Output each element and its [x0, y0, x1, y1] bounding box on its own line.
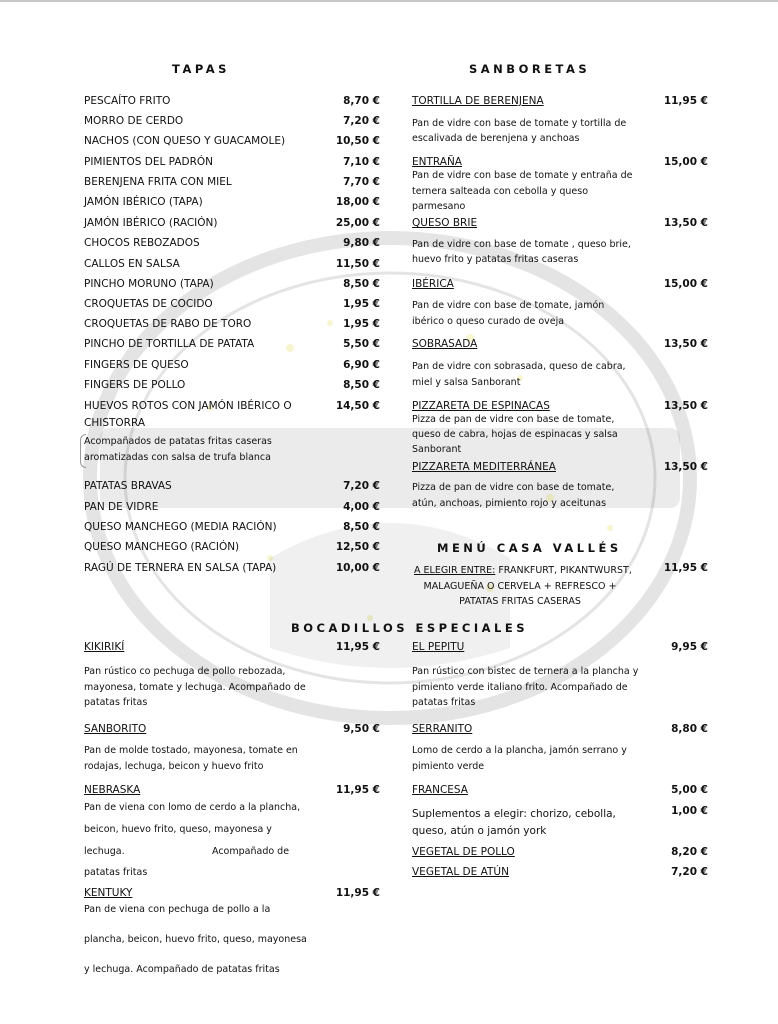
- sanboreta-name: TORTILLA DE BERENJENA: [412, 95, 544, 107]
- tapas-price: 9,80 €: [343, 237, 380, 249]
- bocadillo-price: 11,95 €: [335, 641, 380, 653]
- sanboreta-desc: parmesano: [412, 201, 466, 212]
- sanboreta-desc: Pan de vidre con base de tomate, jamón: [412, 300, 605, 311]
- tapas-price: 1,95 €: [343, 318, 380, 330]
- menu-casa-line: PATATAS FRITAS CASERAS: [459, 596, 581, 607]
- sanboreta-desc: atún, anchoas, pimiento rojo y aceitunas: [412, 498, 607, 509]
- tapas-price: 25,00 €: [335, 217, 380, 229]
- sanboreta-desc: ternera salteada con cebolla y queso: [412, 186, 589, 197]
- sanboreta-price: 13,50 €: [663, 400, 708, 412]
- bocadillo-price: 8,80 €: [671, 723, 708, 735]
- menu-casa-line: MALAGUEÑA O CERVELA + REFRESCO +: [423, 581, 617, 592]
- tapas-price: 1,95 €: [343, 298, 380, 310]
- bocadillo-desc: Pan de molde tostado, mayonesa, tomate en: [84, 745, 298, 756]
- tapas-price: 8,50 €: [343, 379, 380, 391]
- tapas-price: 7,20 €: [343, 115, 380, 127]
- bocadillo-price: 9,95 €: [671, 641, 708, 653]
- tapas-price: 7,20 €: [343, 480, 380, 492]
- tapas-item: RAGÚ DE TERNERA EN SALSA (TAPA): [84, 562, 277, 574]
- bocadillo-price: 7,20 €: [671, 866, 708, 878]
- bocadillo-price: 11,95 €: [335, 784, 380, 796]
- bocadillo-name: EL PEPITU: [412, 641, 465, 653]
- suplementos-text: Suplementos a elegir: chorizo, cebolla,: [412, 808, 616, 820]
- tapas-item: CALLOS EN SALSA: [84, 258, 180, 270]
- tapas-item: MORRO DE CERDO: [84, 115, 184, 127]
- bocadillo-desc: patatas fritas: [84, 697, 148, 708]
- tapas-item: PESCAÍTO FRITO: [84, 95, 171, 107]
- bocadillo-price: 11,95 €: [335, 887, 380, 899]
- bocadillo-desc: patatas fritas: [412, 697, 476, 708]
- tapas-item: JAMÓN IBÉRICO (RACIÓN): [84, 217, 218, 229]
- bocadillo-desc: patatas fritas: [84, 867, 148, 878]
- tapas-price: 6,90 €: [343, 359, 380, 371]
- suplementos-price: 1,00 €: [671, 805, 708, 817]
- bocadillo-name: VEGETAL DE ATÚN: [412, 866, 509, 878]
- sanboreta-price: 15,00 €: [663, 278, 708, 290]
- tapas-price: 18,00 €: [335, 196, 380, 208]
- sanboreta-price: 13,50 €: [663, 338, 708, 350]
- tapas-item: PINCHO MORUNO (TAPA): [84, 278, 214, 290]
- sanboreta-desc: Pan de vidre con base de tomate , queso brie,: [412, 239, 631, 250]
- tapas-item-continued: CHISTORRA: [84, 417, 146, 429]
- tapas-item: PINCHO DE TORTILLA DE PATATA: [84, 338, 255, 350]
- bocadillo-name: KENTUKY: [84, 887, 133, 899]
- tapas-item: FINGERS DE QUESO: [84, 359, 189, 371]
- tapas-price: 10,50 €: [335, 135, 380, 147]
- menu-casa-line: [414, 563, 632, 579]
- tapas-item: QUESO MANCHEGO (MEDIA RACIÓN): [84, 521, 277, 533]
- bocadillo-desc: y lechuga. Acompañado de patatas fritas: [84, 964, 280, 975]
- sanboreta-desc: escalivada de berenjena y anchoas: [412, 133, 580, 144]
- tapas-item: HUEVOS ROTOS CON JAMÓN IBÉRICO O: [84, 400, 292, 412]
- menu-casa-price: 11,95 €: [663, 562, 708, 574]
- tapas-price: 11,50 €: [335, 258, 380, 270]
- sanboreta-desc: miel y salsa Sanborant: [412, 377, 521, 388]
- tapas-item: NACHOS (CON QUESO Y GUACAMOLE): [84, 135, 286, 147]
- sanboreta-desc: Pan de vidre con base de tomate y tortilla de: [412, 118, 627, 129]
- sanboreta-desc: Sanborant: [412, 444, 462, 455]
- sanboreta-name: PIZZARETA MEDITERRÁNEA: [412, 461, 556, 473]
- sanboreta-desc: Pan de vidre con sobrasada, queso de cabra,: [412, 361, 626, 372]
- tapas-item: JAMÓN IBÉRICO (TAPA): [84, 196, 203, 208]
- bocadillo-name: FRANCESA: [412, 784, 468, 796]
- tapas-price: 12,50 €: [335, 541, 380, 553]
- sanboreta-desc: Pizza de pan de vidre con base de tomate,: [412, 482, 615, 493]
- tapas-item: QUESO MANCHEGO (RACIÓN): [84, 541, 240, 553]
- sanboreta-name: PIZZARETA DE ESPINACAS: [412, 400, 550, 412]
- top-border: [0, 0, 778, 2]
- tapas-item: PAN DE VIDRE: [84, 501, 159, 513]
- tapas-item: CHOCOS REBOZADOS: [84, 237, 200, 249]
- bocadillo-name: VEGETAL DE POLLO: [412, 846, 515, 858]
- sanboreta-price: 11,95 €: [663, 95, 708, 107]
- sanboreta-name: QUESO BRIE: [412, 217, 478, 229]
- tapas-price: 8,50 €: [343, 521, 380, 533]
- menu-casa-heading: MENÚ CASA VALLÉS: [437, 541, 622, 555]
- bocadillo-desc: Pan de viena con pechuga de pollo a la: [84, 904, 271, 915]
- sanboretas-heading: SANBORETAS: [469, 62, 591, 76]
- tapas-price: 8,50 €: [343, 278, 380, 290]
- tapas-item: FINGERS DE POLLO: [84, 379, 186, 391]
- tapas-note: aromatizadas con salsa de trufa blanca: [84, 452, 271, 463]
- bocadillo-price: 9,50 €: [343, 723, 380, 735]
- bocadillo-desc: rodajas, lechuga, beicon y huevo frito: [84, 761, 264, 772]
- bocadillo-desc: mayonesa, tomate y lechuga. Acompañado de: [84, 682, 306, 693]
- sanboreta-price: 15,00 €: [663, 156, 708, 168]
- sanboreta-desc: huevo frito y patatas fritas caseras: [412, 254, 579, 265]
- bocadillo-desc: Pan rústico con bistec de ternera a la plancha y: [412, 666, 639, 677]
- tapas-price: 4,00 €: [343, 501, 380, 513]
- bocadillo-name: KIKIRIKÍ: [84, 641, 125, 653]
- menu-casa-label: A ELEGIR ENTRE:: [414, 565, 496, 576]
- tapas-note: Acompañados de patatas fritas caseras: [84, 436, 272, 447]
- tapas-price: 5,50 €: [343, 338, 380, 350]
- bocadillo-desc: Pan rústico co pechuga de pollo rebozada,: [84, 666, 286, 677]
- tapas-item: PIMIENTOS DEL PADRÓN: [84, 156, 214, 168]
- sanboreta-name: SOBRASADA: [412, 338, 478, 350]
- tapas-price: 10,00 €: [335, 562, 380, 574]
- tapas-item: CROQUETAS DE COCIDO: [84, 298, 213, 310]
- tapas-item: PATATAS BRAVAS: [84, 480, 172, 492]
- tapas-item: CROQUETAS DE RABO DE TORO: [84, 318, 252, 330]
- tapas-price: 8,70 €: [343, 95, 380, 107]
- sanboreta-price: 13,50 €: [663, 217, 708, 229]
- bocadillo-desc: Acompañado de: [212, 846, 290, 857]
- bocadillo-price: 8,20 €: [671, 846, 708, 858]
- menu-casa-option: FRANKFURT, PIKANTWURST,: [495, 565, 632, 576]
- bocadillo-desc: lechuga.: [84, 846, 125, 857]
- tapas-price: 7,10 €: [343, 156, 380, 168]
- tapas-price: 14,50 €: [335, 400, 380, 412]
- sanboreta-name: ENTRAÑA: [412, 156, 462, 168]
- bocadillos-heading: BOCADILLOS ESPECIALES: [291, 621, 529, 635]
- suplementos-text: queso, atún o jamón york: [412, 825, 547, 837]
- tapas-item: BERENJENA FRITA CON MIEL: [84, 176, 232, 188]
- bocadillo-desc: beicon, huevo frito, queso, mayonesa y: [84, 824, 272, 835]
- tapas-heading: TAPAS: [172, 62, 230, 76]
- bocadillo-name: SERRANITO: [412, 723, 473, 735]
- sanboreta-desc: Pan de vidre con base de tomate y entraña de: [412, 170, 633, 181]
- sanboreta-desc: queso de cabra, hojas de espinacas y salsa: [412, 429, 618, 440]
- sanboreta-desc: ibérico o queso curado de oveja: [412, 316, 565, 327]
- bocadillo-desc: pimiento verde: [412, 761, 485, 772]
- bocadillo-name: SANBORITO: [84, 723, 147, 735]
- sanboreta-name: IBÉRICA: [412, 278, 454, 290]
- bocadillo-name: NEBRASKA: [84, 784, 141, 796]
- bocadillo-desc: plancha, beicon, huevo frito, queso, mayonesa: [84, 934, 307, 945]
- sanboreta-price: 13,50 €: [663, 461, 708, 473]
- bocadillo-price: 5,00 €: [671, 784, 708, 796]
- sanboreta-desc: Pizza de pan de vidre con base de tomate,: [412, 414, 615, 425]
- bocadillo-desc: Pan de viena con lomo de cerdo a la plancha,: [84, 802, 301, 813]
- tapas-price: 7,70 €: [343, 176, 380, 188]
- bocadillo-desc: pimiento verde italiano frito. Acompañado de: [412, 682, 628, 693]
- bocadillo-desc: Lomo de cerdo a la plancha, jamón serrano y: [412, 745, 627, 756]
